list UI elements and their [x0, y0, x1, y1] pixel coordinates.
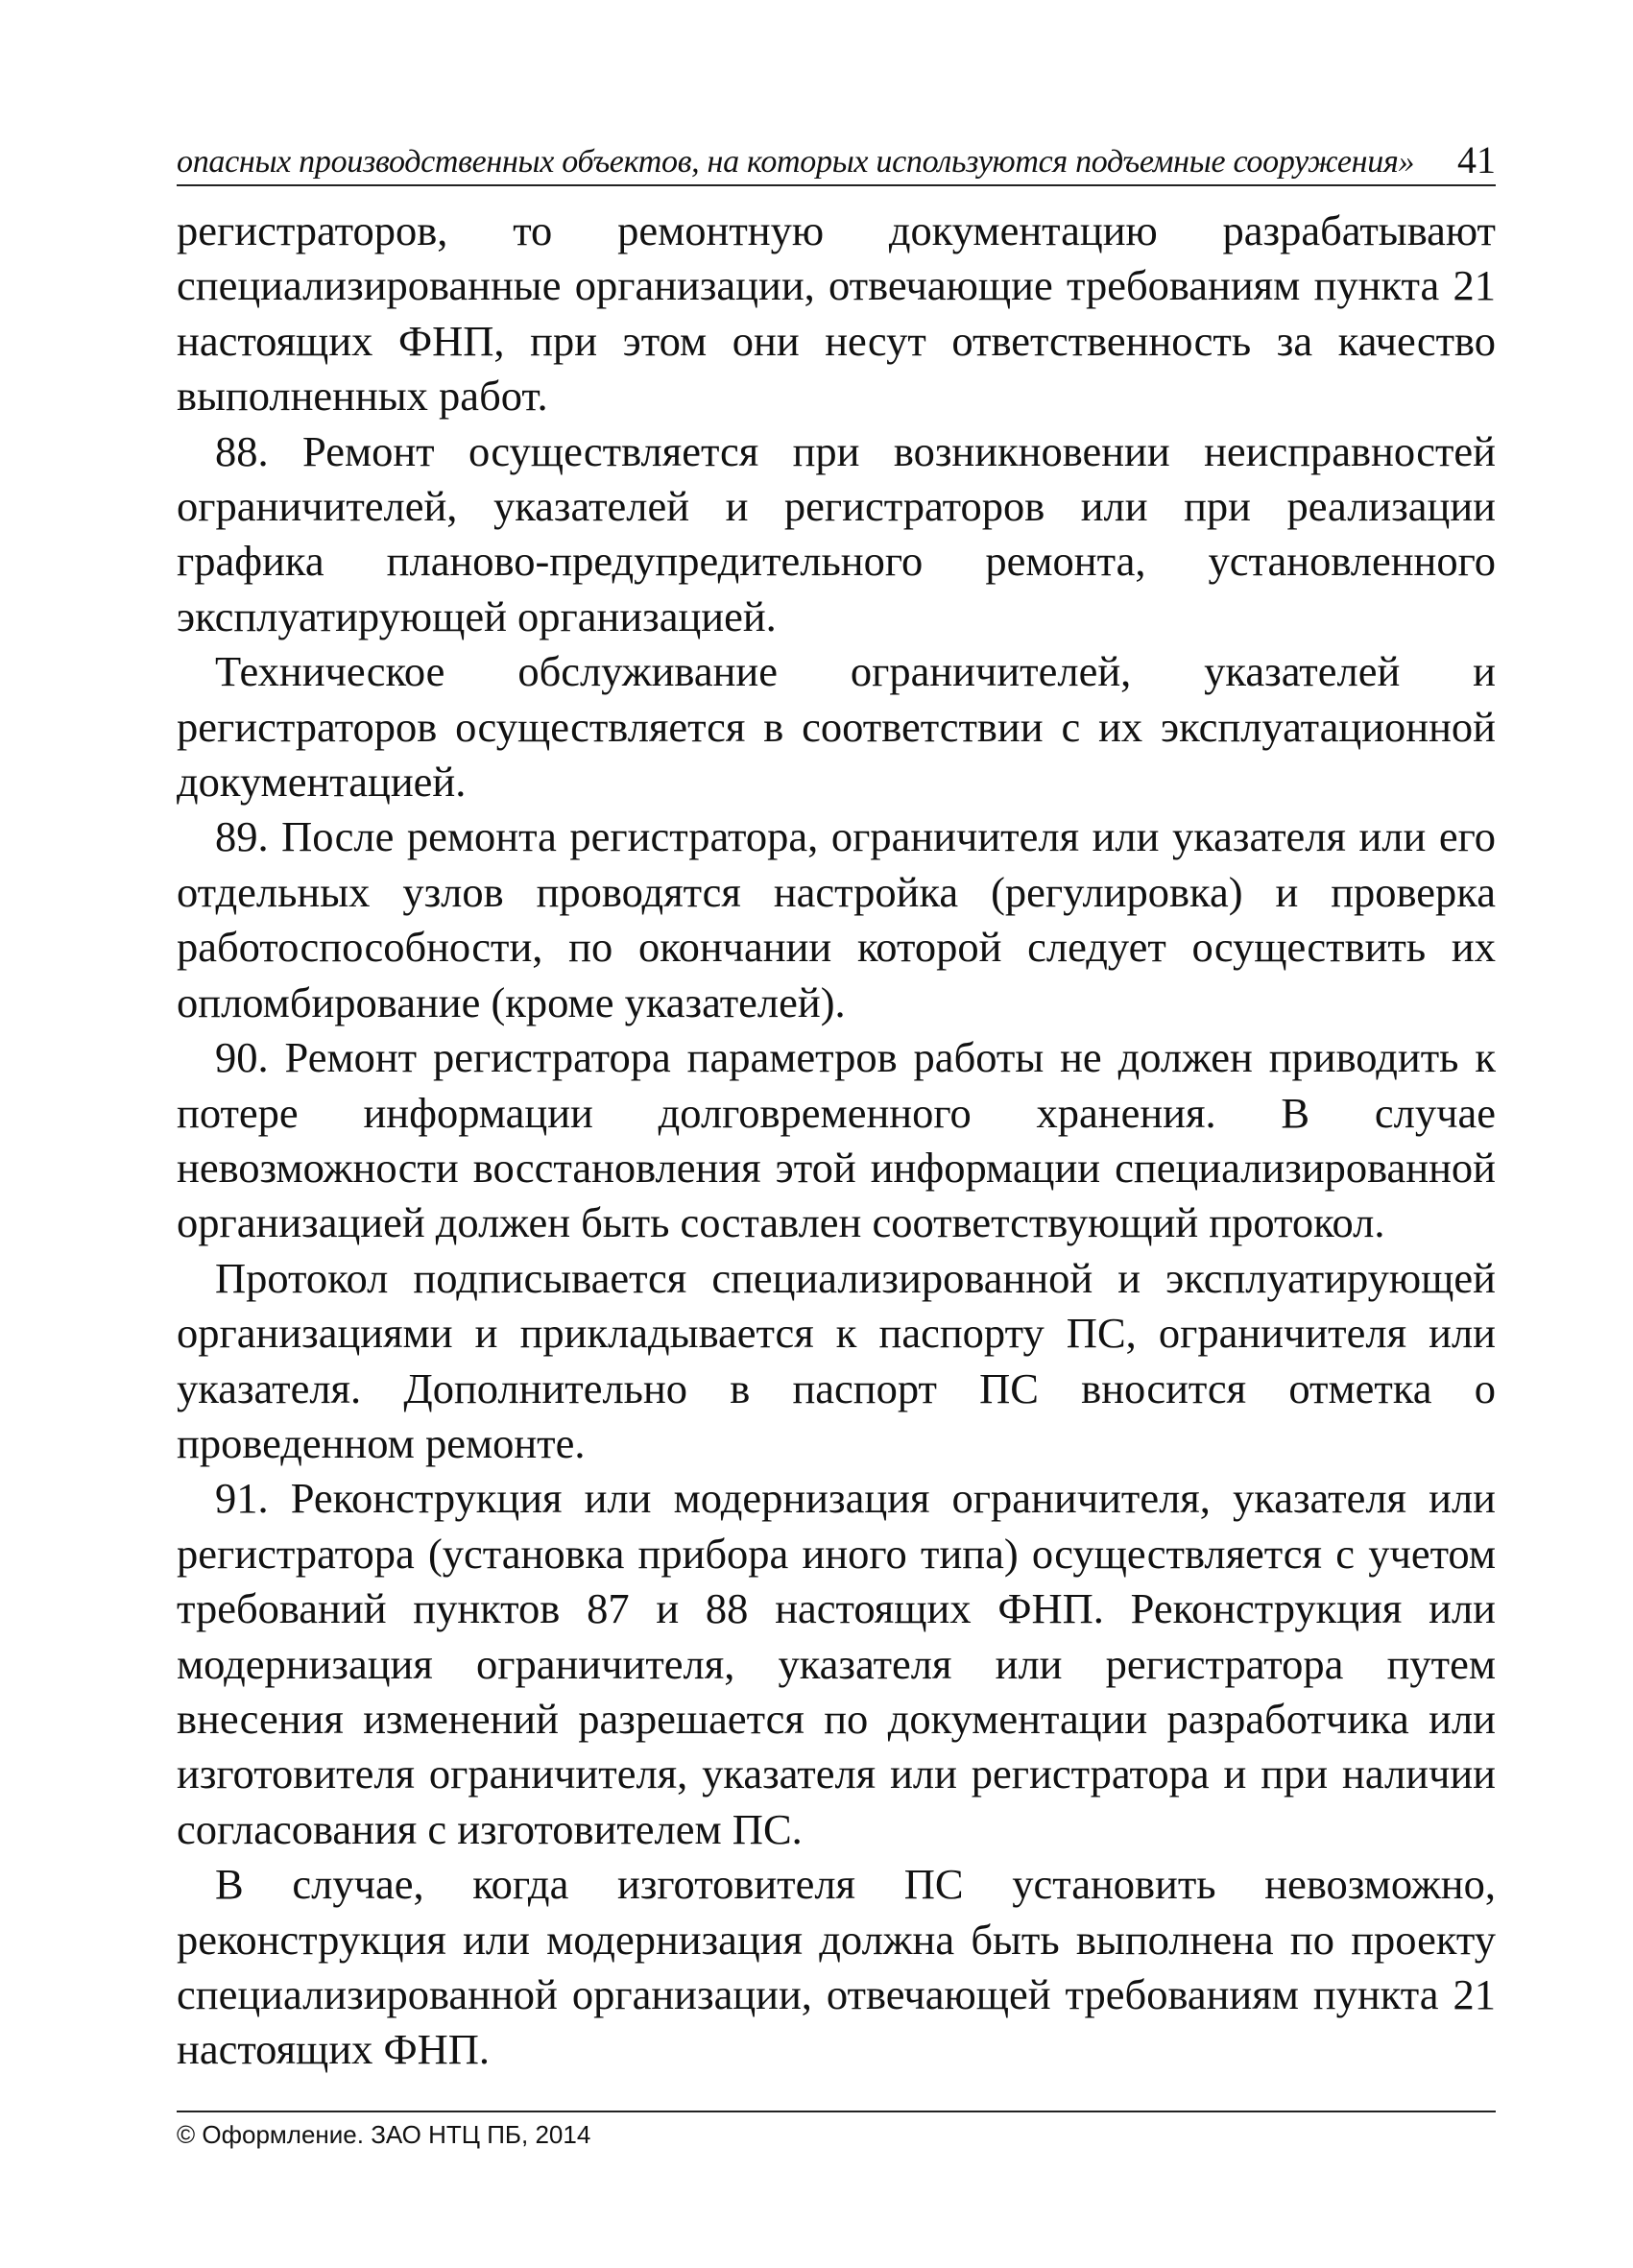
running-header	[177, 134, 1496, 186]
footer-rule	[177, 2111, 1496, 2112]
paragraph-item-89: 89. После ремонта регистратора, ограничителя или указателя или его отдельных узлов проводятся настройка (регулировка) и проверка работоспособности, по окончании которой следует осуществить их опломбирование (кроме указателей).	[177, 812, 1496, 1026]
paragraph-continuation: регистраторов, то ремонтную документацию разрабатывают специализированные организации, отвечающие требованиям пункта 21 настоящих ФНП, при этом они несут ответственность за качество выполненных работ.	[177, 206, 1496, 421]
paragraph-reconstruction: В случае, когда изготовителя ПС установить невозможно, реконструкция или модернизация должна быть выполнена по проекту специализированной организации, отвечающей требованиям пункта 21 настоящих ФНП.	[177, 1860, 1496, 2074]
header-title: опасных производственных объектов, на которых используются подъемные сооружения»	[177, 144, 1415, 180]
footer-copyright: © Оформление. ЗАО НТЦ ПБ, 2014	[177, 2120, 591, 2149]
paragraph-item-88: 88. Ремонт осуществляется при возникновении неисправностей ограничителей, указателей и регистраторов или при реализации графика планово-предупредительного ремонта, установленного эксплуатирующей организацией.	[177, 426, 1496, 640]
paragraph-protocol: Протокол подписывается специализированной и эксплуатирующей организациями и прикладывается к паспорту ПС, ограничителя или указателя. Дополнительно в паспорт ПС вносится отметка о проведенном ремонте.	[177, 1253, 1496, 1467]
paragraph-maintenance: Техническое обслуживание ограничителей, указателей и регистраторов осуществляется в соответствии с их эксплуатационной документацией.	[177, 647, 1496, 807]
paragraph-item-90: 90. Ремонт регистратора параметров работы не должен приводить к потере информации долговременного хранения. В случае невозможности восстановления этой информации специализированной организацией должен быть составлен соответствующий протокол.	[177, 1033, 1496, 1247]
document-page	[177, 0, 1496, 2268]
page-number: 41	[1457, 138, 1496, 181]
paragraph-item-91: 91. Реконструкция или модернизация ограничителя, указателя или регистратора (установка прибора иного типа) осуществляется с учетом требований пунктов 87 и 88 настоящих ФНП. Реконструкция или модернизация ограничителя, указателя или регистратора путем внесения изменений разрешается по документации разработчика или изготовителя ограничителя, указателя или регистратора и при наличии согласования с изготовителем ПС.	[177, 1474, 1496, 1853]
body-text	[177, 204, 1496, 2078]
